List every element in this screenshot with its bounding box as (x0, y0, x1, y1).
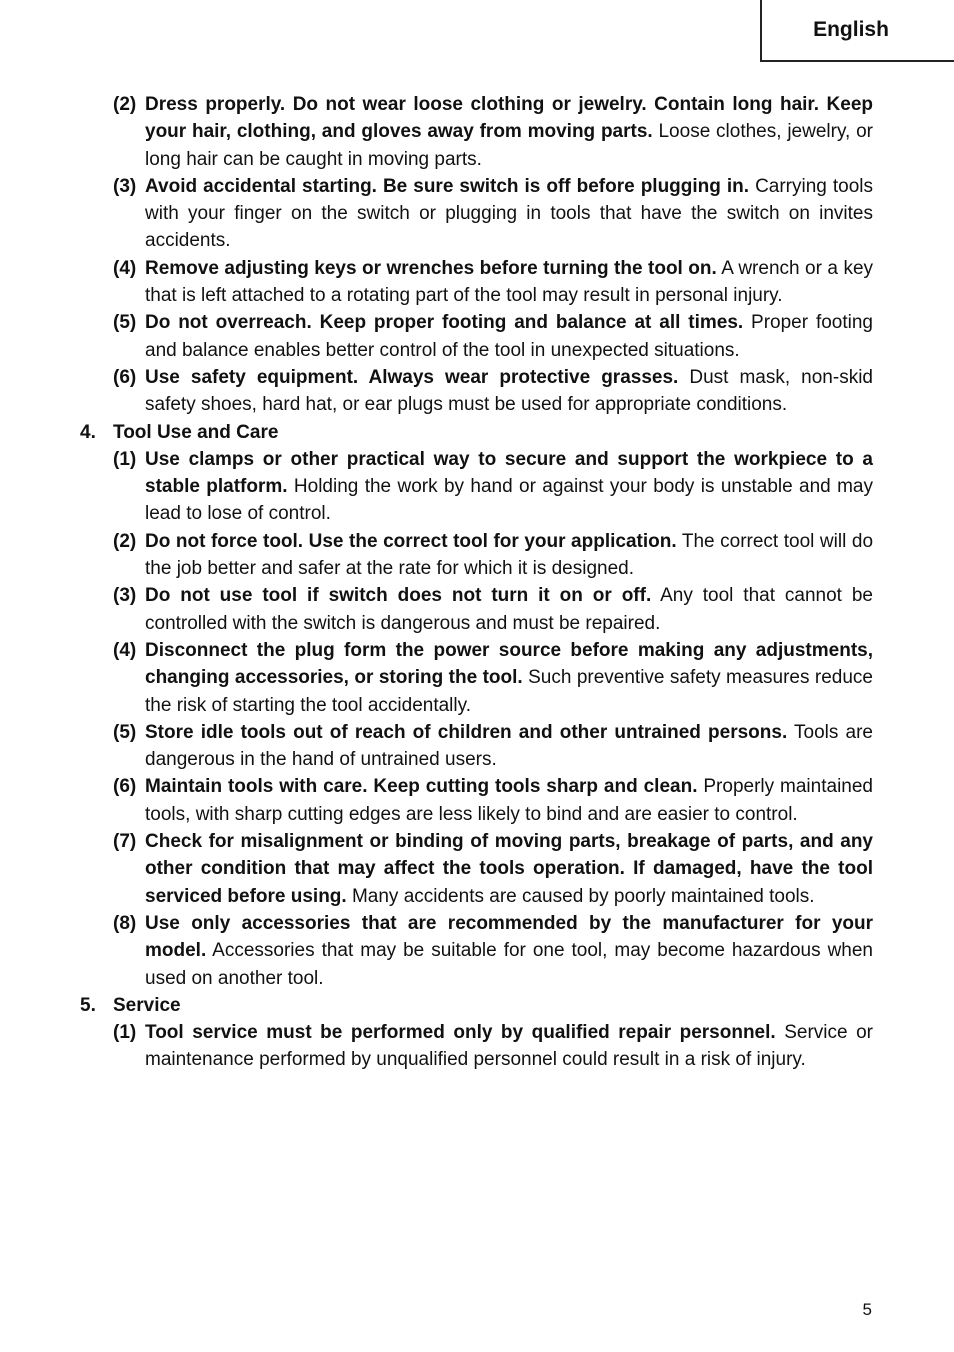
list-item (80, 446, 873, 528)
instructions-body (80, 91, 873, 1074)
section-number: 4. (80, 421, 96, 443)
item-instruction: Do not use tool if switch does not turn it on or off. (145, 585, 652, 607)
list-item (80, 582, 873, 637)
section-title: Tool Use and Care (113, 421, 279, 443)
item-number: (6) (113, 366, 137, 388)
item-number: (4) (113, 639, 137, 661)
item-body (145, 528, 873, 583)
item-instruction: Dress properly. Do not wear loose clothing or jewelry. Contain long hair. Keep your hair, clothing, and gloves away from moving parts. (145, 94, 873, 143)
item-body (145, 719, 873, 774)
item-number: (4) (113, 257, 137, 279)
item-explanation: The correct tool will do the job better and safer at the rate for which it is designed. (145, 530, 874, 580)
item-body (145, 446, 873, 528)
item-body (145, 309, 873, 364)
item-explanation: Such preventive safety measures reduce the risk of starting the tool accidentally. (145, 667, 873, 716)
list-item (80, 309, 873, 364)
item-body (145, 255, 873, 310)
item-body (145, 91, 873, 173)
list-item (80, 828, 873, 910)
item-explanation: Carrying tools with your finger on the switch or plugging in tools that have the switch on invites accidents. (145, 175, 873, 252)
item-explanation: Proper footing and balance enables better control of the tool in unexpected situations. (145, 312, 873, 361)
list-item (80, 910, 873, 992)
item-instruction: Use only accessories that are recommended by the manufacturer for your model. (145, 912, 873, 962)
item-instruction: Check for misalignment or binding of moving parts, breakage of parts, and any other condition that may affect the tools operation. If damaged, have the tool serviced before using. (145, 831, 873, 907)
item-explanation: Holding the work by hand or against your body is unstable and may lead to lose of control. (145, 476, 873, 525)
section-title: Service (113, 994, 181, 1016)
item-explanation: Accessories that may be suitable for one tool, may become hazardous when used on another tool. (145, 940, 873, 989)
item-number: (2) (113, 94, 137, 115)
list-item (80, 91, 873, 173)
item-instruction: Disconnect the plug form the power source before making any adjustments, changing accessories, or storing the tool. (145, 639, 873, 689)
item-instruction: Maintain tools with care. Keep cutting tools sharp and clean. (145, 776, 698, 798)
item-explanation: Loose clothes, jewelry, or long hair can be caught in moving parts. (145, 121, 873, 170)
item-instruction: Use clamps or other practical way to secure and support the workpiece to a stable platform. (145, 448, 873, 498)
item-explanation: Many accidents are caused by poorly maintained tools. (346, 885, 815, 907)
item-instruction: Store idle tools out of reach of children and other untrained persons. (145, 721, 788, 743)
list-item (80, 637, 873, 719)
list-item (80, 773, 873, 828)
item-explanation: Service or maintenance performed by unqualified personnel could result in a risk of injury. (145, 1022, 873, 1071)
list-item (80, 255, 873, 310)
item-instruction: Avoid accidental starting. Be sure switch is off before plugging in. (145, 175, 750, 197)
item-instruction: Do not force tool. Use the correct tool for your application. (145, 530, 677, 552)
page-number: 5 (862, 1300, 872, 1319)
item-number: (6) (113, 776, 137, 798)
item-body (145, 364, 873, 419)
item-instruction: Remove adjusting keys or wrenches before turning the tool on. (145, 257, 717, 279)
item-instruction: Use safety equipment. Always wear protective grasses. (145, 366, 679, 388)
item-explanation: Tools are dangerous in the hand of untrained users. (145, 721, 873, 771)
item-explanation: Dust mask, non-skid safety shoes, hard hat, or ear plugs must be used for appropriate conditions. (145, 366, 873, 416)
item-number: (7) (113, 831, 137, 853)
item-number: (1) (113, 1022, 137, 1044)
item-explanation: A wrench or a key that is left attached to a rotating part of the tool may result in personal injury. (145, 257, 874, 307)
section-number: 5. (80, 994, 96, 1016)
list-item (80, 528, 873, 583)
item-instruction: Tool service must be performed only by qualified repair personnel. (145, 1022, 776, 1044)
item-body (145, 828, 873, 910)
item-body (145, 910, 873, 992)
language-label: English (813, 18, 889, 41)
item-body (145, 637, 873, 719)
item-instruction: Do not overreach. Keep proper footing and balance at all times. (145, 312, 744, 334)
section-heading (80, 419, 873, 446)
item-number: (5) (113, 312, 137, 334)
item-number: (1) (113, 448, 137, 470)
section-heading (80, 992, 873, 1019)
list-item (80, 364, 873, 419)
list-item (80, 173, 873, 255)
item-explanation: Properly maintained tools, with sharp cutting edges are less likely to bind and are easier to control. (145, 776, 873, 825)
item-number: (5) (113, 721, 137, 743)
item-body (145, 173, 873, 255)
item-number: (2) (113, 530, 137, 552)
item-number: (8) (113, 912, 137, 934)
item-number: (3) (113, 585, 137, 607)
item-body (145, 1019, 873, 1074)
list-item (80, 719, 873, 774)
item-number: (3) (113, 175, 137, 197)
item-explanation: Any tool that cannot be controlled with the switch is dangerous and must be repaired. (145, 585, 873, 634)
item-body (145, 582, 873, 637)
item-body (145, 773, 873, 828)
language-tab (760, 0, 954, 62)
list-item (80, 1019, 873, 1074)
